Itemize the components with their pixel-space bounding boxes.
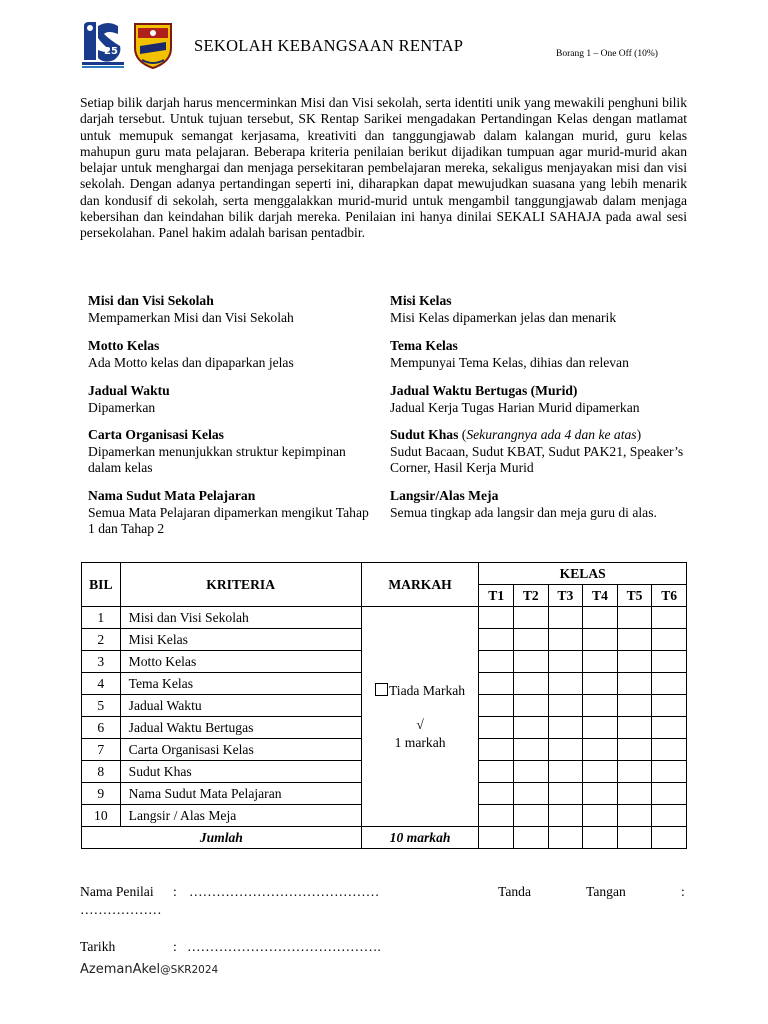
criteria-misi-kelas — [390, 293, 690, 326]
criteria-desc: Dipamerkan — [88, 399, 156, 415]
total-cell[interactable] — [652, 827, 687, 849]
row-bil: 7 — [82, 739, 121, 761]
score-cell[interactable] — [652, 805, 687, 827]
tarikh-label: Tarikh — [80, 939, 116, 954]
criteria-note-open: ( — [461, 427, 467, 442]
criteria-title: Tema Kelas — [390, 338, 458, 353]
row-bil: 5 — [82, 695, 121, 717]
markah-one-label: 1 markah — [394, 734, 446, 750]
score-cell[interactable] — [652, 673, 687, 695]
score-cell[interactable] — [514, 651, 549, 673]
score-cell[interactable] — [617, 629, 652, 651]
score-cell[interactable] — [479, 673, 514, 695]
score-cell[interactable] — [514, 717, 549, 739]
total-label: Jumlah — [82, 827, 362, 849]
score-cell[interactable] — [479, 651, 514, 673]
criteria-title: Langsir/Alas Meja — [390, 488, 499, 503]
header-bil: BIL — [82, 563, 121, 607]
score-cell[interactable] — [583, 695, 618, 717]
score-cell[interactable] — [479, 805, 514, 827]
colon: : — [681, 884, 685, 899]
score-cell[interactable] — [652, 629, 687, 651]
score-cell[interactable] — [583, 673, 618, 695]
header-class: T3 — [548, 585, 583, 607]
tandatangan-field[interactable]: ……………… — [80, 902, 162, 917]
score-cell[interactable] — [583, 739, 618, 761]
total-value: 10 markah — [361, 827, 479, 849]
markah-legend — [361, 607, 479, 827]
score-cell[interactable] — [514, 629, 549, 651]
form-label: Borang 1 – One Off (10%) — [556, 49, 658, 59]
criteria-langsir — [390, 488, 690, 521]
colon: : — [173, 939, 177, 954]
row-kriteria: Misi Kelas — [120, 629, 361, 651]
criteria-desc: Misi Kelas dipamerkan jelas dan menarik — [390, 309, 617, 325]
row-bil: 10 — [82, 805, 121, 827]
criteria-title: Jadual Waktu Bertugas (Murid) — [390, 383, 578, 398]
row-kriteria: Jadual Waktu Bertugas — [120, 717, 361, 739]
score-cell[interactable] — [617, 739, 652, 761]
row-bil: 2 — [82, 629, 121, 651]
score-cell[interactable] — [514, 695, 549, 717]
header-class: T6 — [652, 585, 687, 607]
row-kriteria: Misi dan Visi Sekolah — [120, 607, 361, 629]
criteria-carta — [88, 427, 358, 477]
header-markah: MARKAH — [361, 563, 479, 607]
score-cell[interactable] — [514, 607, 549, 629]
score-cell[interactable] — [617, 673, 652, 695]
criteria-note-close: ) — [636, 427, 642, 442]
colon: : — [173, 884, 177, 899]
row-bil: 4 — [82, 673, 121, 695]
score-cell[interactable] — [479, 783, 514, 805]
header-class: T4 — [583, 585, 618, 607]
tick-icon: √ — [416, 716, 424, 732]
criteria-tema — [390, 338, 690, 371]
header-kelas: KELAS — [479, 563, 687, 585]
score-cell[interactable] — [583, 761, 618, 783]
score-cell[interactable] — [479, 717, 514, 739]
svg-text:25: 25 — [104, 46, 118, 57]
criteria-sudut-mp — [88, 488, 378, 538]
score-cell[interactable] — [652, 783, 687, 805]
row-kriteria: Carta Organisasi Kelas — [120, 739, 361, 761]
score-cell[interactable] — [583, 629, 618, 651]
criteria-title: Misi Kelas — [390, 293, 452, 308]
criteria-title: Nama Sudut Mata Pelajaran — [88, 488, 256, 503]
score-cell[interactable] — [479, 629, 514, 651]
total-cell[interactable] — [479, 827, 514, 849]
score-cell[interactable] — [583, 805, 618, 827]
score-cell[interactable] — [652, 761, 687, 783]
author-credit — [80, 962, 218, 977]
score-cell[interactable] — [479, 739, 514, 761]
checkbox-icon — [375, 683, 388, 696]
score-cell[interactable] — [617, 761, 652, 783]
row-bil: 3 — [82, 651, 121, 673]
row-bil: 9 — [82, 783, 121, 805]
criteria-desc: Jadual Kerja Tugas Harian Murid dipamerkan — [390, 399, 640, 415]
markah-none-label: Tiada Markah — [388, 682, 466, 698]
score-cell[interactable] — [583, 607, 618, 629]
table-row — [82, 607, 687, 629]
score-cell[interactable] — [548, 805, 583, 827]
score-cell[interactable] — [548, 761, 583, 783]
tanda-label: Tanda — [498, 884, 532, 899]
score-cell[interactable] — [617, 607, 652, 629]
school-logo-25-icon — [80, 20, 126, 70]
score-cell[interactable] — [652, 695, 687, 717]
criteria-desc: Semua tingkap ada langsir dan meja guru di alas. — [390, 504, 657, 520]
tangan-label: Tangan — [586, 884, 626, 899]
criteria-title: Sudut Khas — [390, 427, 459, 442]
credit-tag: @SKR2024 — [160, 964, 219, 976]
score-cell[interactable] — [548, 717, 583, 739]
evaluation-table — [81, 562, 687, 849]
total-row — [82, 827, 687, 849]
score-cell[interactable] — [514, 739, 549, 761]
criteria-desc: Sudut Bacaan, Sudut KBAT, Sudut PAK21, Speaker’s Corner, Hasil Kerja Murid — [390, 443, 684, 475]
score-cell[interactable] — [548, 651, 583, 673]
school-crest-icon — [132, 20, 174, 70]
total-cell[interactable] — [548, 827, 583, 849]
nama-penilai-field[interactable]: …………………………………… — [189, 884, 380, 899]
criteria-title: Motto Kelas — [88, 338, 160, 353]
score-cell[interactable] — [617, 651, 652, 673]
score-cell[interactable] — [514, 783, 549, 805]
score-cell[interactable] — [548, 695, 583, 717]
nama-penilai-label: Nama Penilai — [80, 884, 154, 899]
score-cell[interactable] — [514, 805, 549, 827]
score-cell[interactable] — [652, 651, 687, 673]
row-bil: 6 — [82, 717, 121, 739]
criteria-title: Carta Organisasi Kelas — [88, 427, 224, 442]
row-kriteria: Sudut Khas — [120, 761, 361, 783]
score-cell[interactable] — [548, 783, 583, 805]
intro-paragraph: Setiap bilik darjah harus mencerminkan Misi dan Visi sekolah, serta identiti unik yang mewakili penghuni bilik darjah tersebut. Untuk tujuan tersebut, SK Rentap Sarikei mengadakan Pertandingan Kelas dengan matlamat untuk memupuk semangat kerjasama, kreativiti dan tanggungjawab dalam kalangan murid, guru kelas mahupun guru mata pelajaran. Beberapa kriteria penilaian berikut dijadikan tumpuan agar murid-murid akan belajar untuk menghargai dan menjaga persekitaran pembelajaran mereka, sekaligus menjayakan misi dan visi sekolah. Dengan adanya pertandingan seperti ini, diharapkan dapat mewujudkan suasana yang lebih menarik dan kondusif di sekolah, serta menggalakkan murid-murid untuk mengambil tanggungjawab dalam menjaga kebersihan dan keindahan bilik darjah mereka. Penilaian ini hanya dinilai SEKALI SAHAJA pada awal sesi persekolahan. Panel hakim adalah barisan pentadbir. — [80, 95, 687, 241]
row-bil: 8 — [82, 761, 121, 783]
row-bil: 1 — [82, 607, 121, 629]
score-cell[interactable] — [617, 783, 652, 805]
credit-name: AzemanAkel — [80, 962, 161, 977]
score-cell[interactable] — [514, 761, 549, 783]
total-cell[interactable] — [514, 827, 549, 849]
criteria-jadual-tugas — [390, 383, 690, 416]
score-cell[interactable] — [548, 629, 583, 651]
markah-none — [362, 683, 479, 699]
document-header — [80, 20, 700, 72]
row-kriteria: Motto Kelas — [120, 651, 361, 673]
score-cell[interactable] — [617, 717, 652, 739]
score-cell[interactable] — [479, 695, 514, 717]
score-cell[interactable] — [652, 717, 687, 739]
criteria-misi-visi — [88, 293, 378, 326]
score-cell[interactable] — [479, 607, 514, 629]
score-cell[interactable] — [652, 607, 687, 629]
row-kriteria: Tema Kelas — [120, 673, 361, 695]
score-cell[interactable] — [548, 607, 583, 629]
criteria-desc: Mempamerkan Misi dan Visi Sekolah — [88, 309, 294, 325]
header-class: T1 — [479, 585, 514, 607]
score-cell[interactable] — [548, 739, 583, 761]
score-cell[interactable] — [479, 761, 514, 783]
score-cell[interactable] — [548, 673, 583, 695]
row-kriteria: Langsir / Alas Meja — [120, 805, 361, 827]
header-kriteria: KRITERIA — [120, 563, 361, 607]
criteria-title: Misi dan Visi Sekolah — [88, 293, 214, 308]
criteria-note: Sekurangnya ada 4 dan ke atas — [466, 427, 637, 442]
table-header-row — [82, 563, 687, 585]
row-kriteria: Nama Sudut Mata Pelajaran — [120, 783, 361, 805]
header-class: T2 — [514, 585, 549, 607]
school-name: SEKOLAH KEBANGSAAN RENTAP — [194, 36, 464, 55]
score-cell[interactable] — [514, 673, 549, 695]
score-cell[interactable] — [583, 651, 618, 673]
header-class: T5 — [617, 585, 652, 607]
tarikh-field[interactable]: ……………………………………. — [187, 939, 381, 954]
criteria-desc: Mempunyai Tema Kelas, dihias dan relevan — [390, 354, 629, 370]
score-cell[interactable] — [583, 717, 618, 739]
score-cell[interactable] — [652, 739, 687, 761]
criteria-desc: Ada Motto kelas dan dipaparkan jelas — [88, 354, 294, 370]
criteria-title: Jadual Waktu — [88, 383, 170, 398]
total-cell[interactable] — [583, 827, 618, 849]
score-cell[interactable] — [617, 695, 652, 717]
score-cell[interactable] — [583, 783, 618, 805]
row-kriteria: Jadual Waktu — [120, 695, 361, 717]
total-cell[interactable] — [617, 827, 652, 849]
criteria-desc: Dipamerkan menunjukkan struktur kepimpinan dalam kelas — [88, 443, 346, 475]
criteria-motto — [88, 338, 378, 371]
criteria-jadual — [88, 383, 378, 416]
score-cell[interactable] — [617, 805, 652, 827]
criteria-desc: Semua Mata Pelajaran dipamerkan mengikut Tahap 1 dan Tahap 2 — [88, 504, 369, 536]
criteria-sudut-khas — [390, 427, 690, 477]
